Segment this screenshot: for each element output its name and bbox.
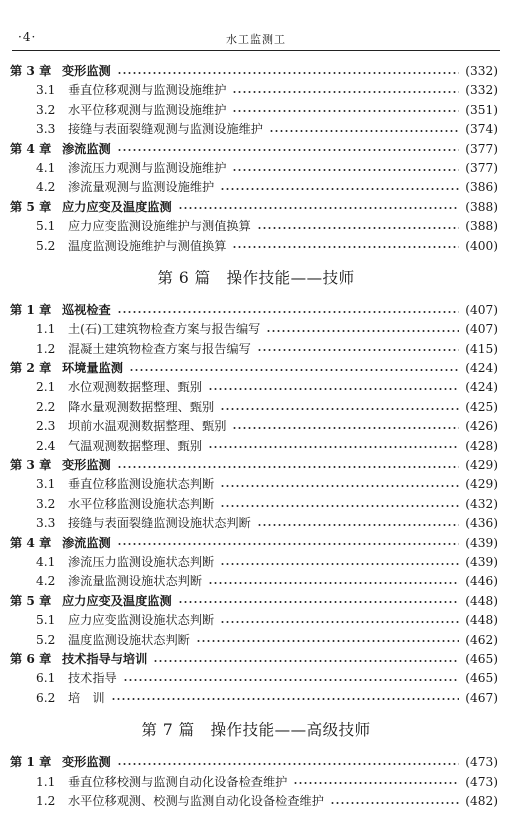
page-number: ·4· [18, 30, 37, 44]
entry-page-number: (424) [465, 380, 498, 395]
entry-page-number: (448) [465, 613, 498, 628]
entry-page-number: (388) [465, 219, 498, 234]
entry-page-number: (425) [465, 399, 498, 414]
running-title: 水工监测工 [226, 33, 286, 46]
entry-title: 水平位移监测设施状态判断 [68, 496, 215, 511]
dot-leader [232, 169, 459, 171]
dot-leader [117, 311, 459, 313]
entry-title: 渗流量观测与监测设施维护 [68, 180, 215, 195]
entry-number: 1.2 [36, 341, 56, 356]
entry-number: 第 3 章 [10, 64, 52, 78]
entry-title: 渗流监测 [62, 141, 111, 156]
dot-leader [117, 543, 459, 545]
dot-leader [220, 621, 459, 623]
entry-title: 水平位移观测、校测与监测自动化设备检查维护 [68, 793, 324, 808]
entry-title: 渗流量监测设施状态判断 [68, 574, 203, 589]
entry-page-number: (467) [465, 690, 498, 705]
entry-number: 3.3 [36, 516, 56, 531]
dot-leader [232, 246, 459, 248]
entry-title: 温度监测设施维护与测值换算 [68, 238, 227, 253]
dot-leader [220, 563, 459, 565]
entry-title: 渗流压力监测设施状态判断 [68, 554, 215, 569]
entry-number: 第 1 章 [10, 755, 52, 770]
dot-leader [178, 601, 460, 603]
toc-chapter-entry[interactable] [0, 62, 512, 81]
toc-section-entry[interactable] [0, 398, 512, 417]
entry-page-number: (473) [465, 755, 498, 770]
entry-page-number: (377) [465, 160, 498, 175]
header-rule [12, 50, 500, 51]
entry-page-number: (439) [465, 535, 498, 550]
entry-number: 第 4 章 [10, 535, 52, 550]
toc-chapter-entry[interactable] [0, 198, 512, 217]
entry-page-number: (448) [465, 593, 498, 608]
entry-title: 混凝土建筑物检查方案与报告编写 [68, 341, 251, 356]
toc-section-entry[interactable] [0, 437, 512, 456]
entry-page-number: (415) [465, 341, 498, 356]
entry-number: 5.1 [36, 219, 56, 234]
entry-title: 变形监测 [62, 64, 111, 78]
entry-number: 6.1 [36, 671, 56, 686]
entry-number: 3.1 [36, 477, 56, 492]
entry-page-number: (388) [465, 199, 498, 214]
entry-number: 3.3 [36, 122, 56, 137]
dot-leader [153, 660, 459, 662]
entry-number: 2.1 [36, 380, 56, 395]
entry-title: 应力应变及温度监测 [62, 593, 172, 608]
entry-number: 3.2 [36, 102, 56, 117]
toc-section-entry[interactable] [0, 689, 512, 708]
entry-page-number: (473) [465, 774, 498, 789]
entry-title: 应力应变及温度监测 [62, 199, 172, 214]
dot-leader [220, 505, 459, 507]
entry-page-number: (428) [465, 438, 498, 453]
entry-page-number: (429) [465, 477, 498, 492]
entry-page-number: (426) [465, 419, 498, 434]
dot-leader [208, 582, 459, 584]
entry-page-number: (465) [465, 671, 498, 686]
entry-number: 3.1 [36, 83, 56, 98]
toc-chapter-entry[interactable] [0, 140, 512, 159]
entry-number: 4.2 [36, 574, 56, 589]
entry-page-number: (462) [465, 632, 498, 647]
entry-number: 第 2 章 [10, 361, 52, 376]
dot-leader [293, 782, 459, 784]
entry-number: 5.1 [36, 613, 56, 628]
entry-page-number: (465) [465, 651, 498, 666]
part-heading: 第 6 篇 操作技能——技师 [157, 268, 355, 287]
dot-leader [266, 330, 459, 332]
entry-number: 1.1 [36, 322, 56, 337]
toc-section-entry[interactable] [0, 669, 512, 688]
dot-leader [269, 130, 459, 132]
toc-section-entry[interactable] [0, 611, 512, 630]
entry-title: 培 训 [68, 690, 105, 705]
entry-title: 应力应变监测设施维护与测值换算 [68, 219, 251, 234]
dot-leader [220, 188, 459, 190]
entry-title: 接缝与表面裂缝观测与监测设施维护 [68, 122, 263, 137]
toc-section-entry[interactable] [0, 217, 512, 236]
toc-section-entry[interactable] [0, 572, 512, 591]
toc-section-entry[interactable] [0, 792, 512, 811]
toc-section-entry[interactable] [0, 237, 512, 256]
entry-number: 6.2 [36, 690, 56, 705]
dot-leader [257, 349, 459, 351]
dot-leader [117, 72, 459, 74]
entry-number: 4.2 [36, 180, 56, 195]
entry-number: 第 3 章 [10, 458, 52, 473]
toc-section-entry[interactable] [0, 773, 512, 792]
dot-leader [111, 698, 460, 700]
dot-leader [220, 485, 459, 487]
toc-section-entry[interactable] [0, 340, 512, 359]
entry-page-number: (400) [465, 238, 498, 253]
entry-title: 水平位移观测与监测设施维护 [68, 102, 227, 117]
entry-title: 垂直位移校测与监测自动化设备检查维护 [68, 774, 288, 789]
entry-number: 3.2 [36, 496, 56, 511]
dot-leader [196, 640, 459, 642]
entry-title: 垂直位移监测设施状态判断 [68, 477, 215, 492]
toc-section-entry[interactable] [0, 553, 512, 572]
entry-number: 第 5 章 [10, 199, 52, 214]
table-of-contents [0, 62, 512, 811]
entry-page-number: (407) [465, 322, 498, 337]
dot-leader [208, 388, 459, 390]
dot-leader [232, 110, 459, 112]
dot-leader [232, 427, 459, 429]
dot-leader [257, 227, 459, 229]
toc-section-entry[interactable] [0, 417, 512, 436]
dot-leader [178, 207, 460, 209]
entry-title: 环境量监测 [62, 361, 123, 376]
dot-leader [232, 91, 459, 93]
entry-page-number: (424) [465, 361, 498, 376]
entry-title: 渗流压力观测与监测设施维护 [68, 160, 227, 175]
entry-title: 温度监测设施状态判断 [68, 632, 190, 647]
toc-section-entry[interactable] [0, 495, 512, 514]
entry-title: 坝前水温观测数据整理、甄别 [68, 419, 227, 434]
toc-section-entry[interactable] [0, 101, 512, 120]
entry-title: 变形监测 [62, 458, 111, 473]
entry-number: 第 6 章 [10, 651, 52, 666]
entry-number: 2.4 [36, 438, 56, 453]
entry-page-number: (332) [465, 83, 498, 98]
toc-chapter-entry[interactable] [0, 456, 512, 475]
entry-number: 1.1 [36, 774, 56, 789]
dot-leader [117, 466, 459, 468]
entry-title: 变形监测 [62, 755, 111, 770]
toc-section-entry[interactable] [0, 475, 512, 494]
toc-chapter-entry[interactable] [0, 650, 512, 669]
toc-section-entry[interactable] [0, 178, 512, 197]
entry-number: 第 4 章 [10, 141, 52, 156]
entry-number: 5.2 [36, 632, 56, 647]
entry-title: 接缝与表面裂缝监测设施状态判断 [68, 516, 251, 531]
entry-number: 1.2 [36, 793, 56, 808]
toc-section-entry[interactable] [0, 159, 512, 178]
toc-section-entry[interactable] [0, 81, 512, 100]
page-header [0, 0, 512, 52]
entry-page-number: (374) [465, 122, 498, 137]
toc-section-entry[interactable] [0, 631, 512, 650]
toc-section-entry[interactable] [0, 120, 512, 139]
dot-leader [330, 802, 459, 804]
dot-leader [117, 149, 459, 151]
part-heading: 第 7 篇 操作技能——高级技师 [141, 721, 371, 740]
entry-title: 技术指导 [68, 671, 117, 686]
entry-title: 降水量观测数据整理、甄别 [68, 399, 215, 414]
entry-page-number: (432) [465, 496, 498, 511]
toc-chapter-entry[interactable] [0, 534, 512, 553]
toc-chapter-entry[interactable] [0, 359, 512, 378]
entry-title: 气温观测数据整理、甄别 [68, 438, 203, 453]
entry-number: 第 1 章 [10, 302, 52, 317]
entry-title: 渗流监测 [62, 535, 111, 550]
entry-title: 水位观测数据整理、甄别 [68, 380, 203, 395]
entry-number: 2.2 [36, 399, 56, 414]
entry-title: 技术指导与培训 [62, 651, 148, 666]
toc-chapter-entry[interactable] [0, 301, 512, 320]
entry-page-number: (439) [465, 554, 498, 569]
entry-title: 巡视检查 [62, 302, 111, 317]
entry-number: 第 5 章 [10, 593, 52, 608]
entry-title: 垂直位移观测与监测设施维护 [68, 83, 227, 98]
toc-section-entry[interactable] [0, 378, 512, 397]
entry-title: 土(石)工建筑物检查方案与报告编写 [68, 322, 261, 337]
toc-section-entry[interactable] [0, 514, 512, 533]
entry-number: 5.2 [36, 238, 56, 253]
dot-leader [257, 524, 459, 526]
entry-title: 应力应变监测设施状态判断 [68, 613, 215, 628]
dot-leader [123, 679, 459, 681]
entry-page-number: (446) [465, 574, 498, 589]
entry-page-number: (482) [465, 793, 498, 808]
entry-page-number: (377) [465, 141, 498, 156]
entry-page-number: (332) [465, 64, 498, 78]
entry-page-number: (407) [465, 302, 498, 317]
entry-page-number: (351) [465, 102, 498, 117]
toc-chapter-entry[interactable] [0, 753, 512, 772]
entry-page-number: (429) [465, 458, 498, 473]
dot-leader [220, 408, 459, 410]
dot-leader [129, 369, 459, 371]
dot-leader [208, 446, 459, 448]
entry-page-number: (386) [465, 180, 498, 195]
toc-chapter-entry[interactable] [0, 592, 512, 611]
entry-number: 2.3 [36, 419, 56, 434]
dot-leader [117, 763, 459, 765]
entry-page-number: (436) [465, 516, 498, 531]
toc-section-entry[interactable] [0, 320, 512, 339]
entry-number: 4.1 [36, 554, 56, 569]
entry-number: 4.1 [36, 160, 56, 175]
